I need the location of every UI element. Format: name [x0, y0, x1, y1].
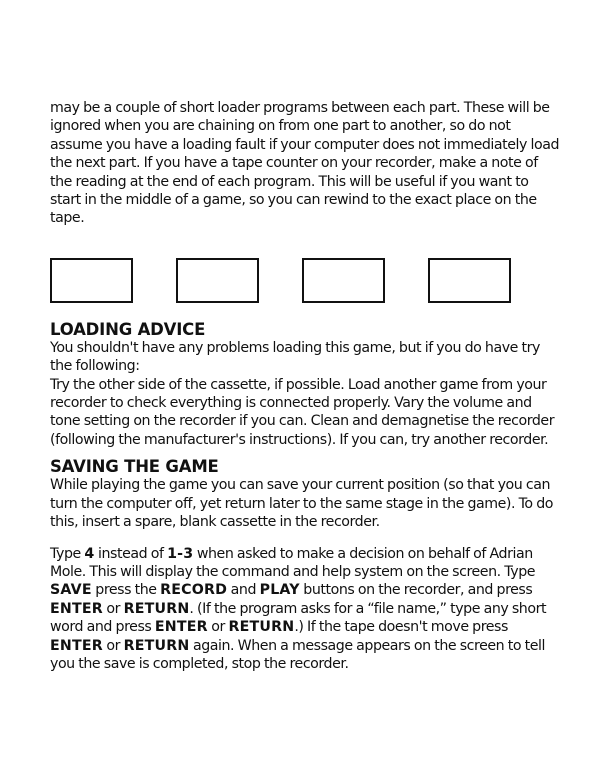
- text-run: or: [102, 600, 124, 617]
- loading-advice-line1: You shouldn't have any problems loading this game, but if you do have try the following:: [50, 339, 540, 375]
- text-run: buttons on the recorder, and press: [299, 582, 533, 599]
- key-enter: ENTER: [154, 619, 208, 636]
- key-save: SAVE: [50, 582, 92, 599]
- text-run: again. When a message appears on the screen to tell you the save is completed, stop the recorder.: [50, 637, 546, 672]
- loading-advice-heading: LOADING ADVICE: [50, 319, 206, 339]
- text-run: or: [207, 619, 229, 636]
- text-run: press the: [91, 582, 161, 599]
- text-run: . (If the program asks for a “file name,” type any short word and press: [50, 600, 547, 636]
- tape-counter-box-3: [302, 258, 385, 303]
- tape-counter-boxes: [50, 258, 560, 310]
- text-run: and: [227, 582, 260, 599]
- text-run: or: [102, 637, 124, 654]
- key-1-3: 1-3: [167, 545, 194, 562]
- key-enter: ENTER: [50, 600, 103, 617]
- text-run: Type: [50, 545, 85, 562]
- text-run: when asked to make a decision on behalf of Adrian Mole. This will display the command and help system on the screen. Type: [50, 545, 536, 580]
- saving-game-heading: SAVING THE GAME: [50, 457, 219, 477]
- text-run: instead of: [94, 545, 168, 562]
- tape-counter-box-2: [176, 258, 259, 303]
- tape-counter-box-1: [50, 258, 133, 303]
- key-enter: ENTER: [50, 637, 103, 654]
- text-run: .) If the tape doesn't move press: [294, 619, 508, 636]
- key-record: RECORD: [160, 582, 228, 599]
- intro-paragraph: may be a couple of short loader programs between each part. These will be ignored when you are chaining on from one part to another, so do not assume you have a loading fault if your computer does not immediately load the next part. If you have a tape counter on your recorder, make a note of the reading at the end of each program. This will be useful if you want to start in the middle of a game, so you can rewind to the exact place on the tape.: [50, 100, 560, 227]
- manual-page: [50, 99, 560, 673]
- key-4: 4: [84, 545, 95, 562]
- tape-counter-box-4: [428, 258, 511, 303]
- saving-paragraph-2: [50, 545, 560, 674]
- saving-paragraph-1: While playing the game you can save your current position (so that you can turn the computer off, yet return later to the same stage in the game). To do this, insert a spare, blank cassette in the recorder.: [50, 477, 554, 531]
- key-return: RETURN: [228, 619, 295, 636]
- loading-advice-line2: Try the other side of the cassette, if possible. Load another game from your recorder to check everything is connected properly. Vary the volume and tone setting on the recorder if you can. Clean and demagnetise the recorder (following the manufacturer's instructions). If you can, try another recorder.: [50, 376, 555, 448]
- key-return: RETURN: [123, 600, 190, 617]
- key-return: RETURN: [123, 637, 190, 654]
- key-play: PLAY: [259, 582, 300, 599]
